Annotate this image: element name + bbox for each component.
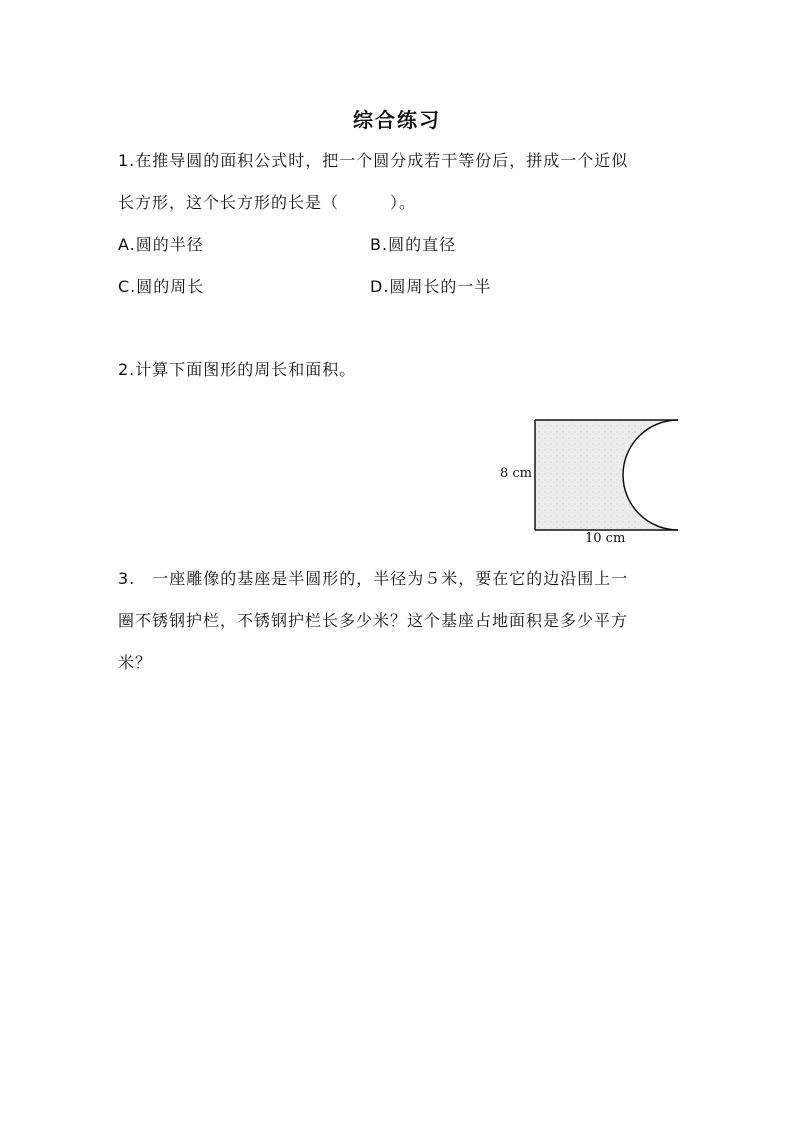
rectangle-with-semicircle-figure xyxy=(490,412,690,552)
option-d: D.圆周长的一半 xyxy=(370,277,492,296)
question-1-line-2: 长方形，这个长方形的长是（ ）。 xyxy=(118,193,417,212)
option-b: B.圆的直径 xyxy=(370,235,457,254)
width-label: 10 cm xyxy=(585,531,626,546)
question-1-line-1: 1.在推导圆的面积公式时，把一个圆分成若干等份后，拼成一个近似 xyxy=(118,151,629,170)
question-3-line-3: 米？ xyxy=(118,653,153,672)
option-c: C.圆的周长 xyxy=(118,277,205,296)
question-3-line-2: 圈不锈钢护栏，不锈钢护栏长多少米？这个基座占地面积是多少平方 xyxy=(118,611,629,630)
option-a: A.圆的半径 xyxy=(118,235,204,254)
question-3-line-1: 3. 一座雕像的基座是半圆形的，半径为５米，要在它的边沿围上一 xyxy=(118,569,629,588)
shaded-region xyxy=(535,420,678,530)
question-2-text: 2.计算下面图形的周长和面积。 xyxy=(118,360,357,379)
height-label: 8 cm xyxy=(500,466,533,481)
page-title: 综合练习 xyxy=(353,108,441,132)
